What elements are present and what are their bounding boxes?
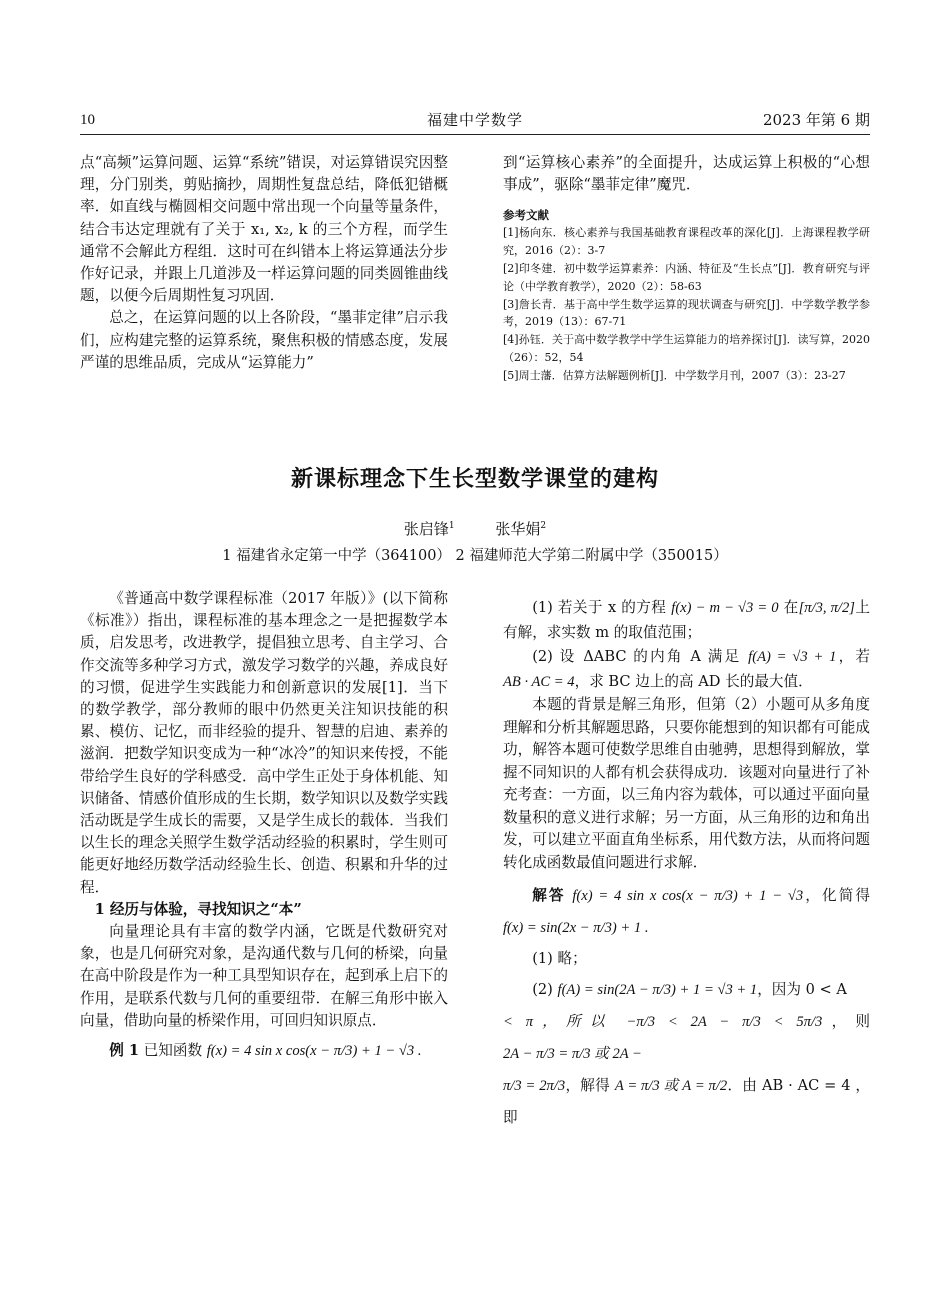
formula: A = π/3 或 A = π/2 bbox=[614, 1078, 728, 1094]
answer-part-2: (2) f(A) = sin(2A − π/3) + 1 = √3 + 1，因为 0 < A bbox=[532, 981, 847, 998]
reference-item: [3]詹长青．基于高中学生数学运算的现状调查与研究[J]．中学数学教学参考，2019（13）：67-71 bbox=[503, 297, 870, 329]
formula: [π/3, π/2] bbox=[798, 600, 855, 616]
prev-article-left-column bbox=[80, 152, 448, 374]
formula: π/3 = 2π/3 bbox=[503, 1078, 566, 1094]
formula: f(A) = √3 + 1 bbox=[748, 649, 837, 665]
analysis-paragraph: 本题的背景是解三角形，但第（2）小题可从多角度理解和分析其解题思路，只要你能想到的知识都有可能成功，解答本题可使数学思维自由驰骋，思想得到解放，掌握不同知识的人都有机会获得成功．该题对向量进行了补充考查：一方面，以三角内容为载体，可以通过平面向量数量积的意义进行求解；另一方面，从三角形的边和角出发，可以建立平面直角坐标系，用代数方法，从而将问题转化成函数最值问题进行求解． bbox=[503, 696, 870, 871]
prev-paragraph: 点“高频”运算问题、运算“系统”错误，对运算错误究因整理，分门别类，剪贴摘抄，周期性复盘总结，降低犯错概率．如直线与椭圆相交问题中常出现一个向量等量条件，结合韦达定理就有了关于 x₁, x₂, k 的三个方程，而学生通常不会解此方程组．这时可在纠错本上将运算通法分步作好记录，并跟上几道涉及一样运算问题的同类圆锥曲线题，以便今后周期性复习巩固． bbox=[80, 154, 448, 305]
answer-part-1: (1) 略； bbox=[532, 950, 587, 967]
example-1: 例 1 已知函数 f(x) = 4 sin x cos(x − π/3) + 1 − √3 . bbox=[109, 1042, 422, 1060]
reference-item: [4]孙钰．关于高中数学教学中学生运算能力的培养探讨[J]．读写算，2020（26）：52，54 bbox=[503, 333, 870, 364]
answer-part-2-cont: < π，所以 −π/3 < 2A − π/3 < 5π/3，则 2A − π/3 = π/3 或 2A − bbox=[503, 1013, 870, 1062]
article-title: 新课标理念下生长型数学课堂的建构 bbox=[290, 467, 659, 492]
reference-item: [5]周士藩．估算方法解题例析[J]．中学数学月刊，2007（3）：23-27 bbox=[503, 368, 846, 382]
issue-label: 2023 年第 6 期 bbox=[762, 111, 870, 129]
answer-paragraph: 解答 f(x) = 4 sin x cos(x − π/3) + 1 − √3，化简得 f(x) = sin(2x − π/3) + 1 . bbox=[503, 887, 870, 936]
author-1: 张启锋$^1$ bbox=[403, 520, 455, 538]
formula: f(x) = sin(2x − π/3) + 1 . bbox=[503, 920, 649, 936]
question-1: (1) 若关于 x 的方程 f(x) − m − √3 = 0 在[π/3, π/2]上有解，求实数 m 的取值范围； bbox=[503, 599, 870, 641]
formula: 2A − π/3 = π/3 或 2A − bbox=[503, 1046, 642, 1062]
article-right-column bbox=[503, 596, 870, 1134]
prev-paragraph: 到“运算核心素养”的全面提升，达成运算上积极的“心想事成”，驱除“墨菲定律”魔咒． bbox=[503, 154, 870, 194]
body-paragraph: 向量理论具有丰富的数学内涵，它既是代数研究对象，也是几何研究对象，是沟通代数与几何的桥梁，向量在高中阶段是作为一种工具型知识存在，起到承上启下的作用，是联系代数与几何的重要纽带．在解三角形中嵌入向量，借助向量的桥梁作用，可回归知识原点． bbox=[80, 923, 448, 1029]
journal-name: 福建中学数学 bbox=[426, 111, 523, 129]
article-authors bbox=[0, 518, 950, 539]
author-2: 张华娟$^2$ bbox=[495, 520, 547, 538]
formula: < π，所以 −π/3 < 2A − π/3 < 5π/3 bbox=[503, 1014, 823, 1030]
answer-part-2-end: π/3 = 2π/3，解得 A = π/3 或 A = π/2．由 AB · AC = 4 ，即 bbox=[503, 1077, 870, 1126]
running-header bbox=[80, 110, 870, 135]
formula: AB · AC = 4 bbox=[503, 673, 575, 690]
reference-item: [2]印冬建．初中数学运算素养：内涵、特征及“生长点”[J]．教育研究与评论（中学教育教学），2020（2）：58-63 bbox=[503, 262, 870, 293]
references-title: 参考文献 bbox=[503, 208, 549, 223]
section-heading: 1 经历与体验，寻找知识之“本” bbox=[94, 900, 302, 918]
article-left-column bbox=[80, 588, 448, 1062]
prev-article-right-column bbox=[503, 152, 870, 385]
page-number: 10 bbox=[80, 112, 95, 128]
question-2: (2) 设 ΔABC 的内角 A 满足 f(A) = √3 + 1，若 AB · AC = 4，求 BC 边上的高 AD 长的最大值． bbox=[503, 648, 870, 690]
intro-paragraph: 《普通高中数学课程标准（2017 年版）》(以下简称《标准》）指出，课程标准的基本理念之一是把握数学本质，启发思考，改进教学，提倡独立思考、自主学习、合作交流等多种学习方式，激发学习数学的兴趣，养成良好的习惯，促进学生实践能力和创新意识的发展[1]．当下的数学教学，部分教师的眼中仍然更关注知识技能的积累、模仿、记忆，而非经验的提升、智慧的启迪、素养的滋润．把数学知识变成为一种“冰冷”的知识来传授，不能带给学生良好的学科感受．高中学生正处于身体机能、知识储备、情感价值形成的生长期，数学知识以及数学实践活动既是学生成长的需要，又是学生成长的载体．当我们以生长的理念关照学生数学活动经验的积累时，学生则可能更好地经历数学活动经验生长、创造、积累和升华的过程． bbox=[80, 590, 448, 896]
prev-paragraph: 总之，在运算问题的以上各阶段，“墨菲定律”启示我们，应构建完整的运算系统，聚焦积极的情感态度，发展严谨的思维品质，完成从“运算能力” bbox=[80, 309, 448, 371]
formula: f(x) = 4 sin x cos(x − π/3) + 1 − √3 . bbox=[206, 1043, 422, 1060]
formula: f(x) = 4 sin x cos(x − π/3) + 1 − √3 bbox=[572, 888, 804, 904]
formula: f(A) = sin(2A − π/3) + 1 = √3 + 1 bbox=[557, 982, 758, 998]
reference-item: [1]杨向东．核心素养与我国基础教育课程改革的深化[J]．上海课程教学研究，2016（2）：3-7 bbox=[503, 226, 870, 258]
references-list bbox=[503, 224, 870, 384]
author-affiliations: 1 福建省永定第一中学（364100） 2 福建师范大学第二附属中学（350015） bbox=[222, 548, 728, 564]
formula: f(x) − m − √3 = 0 bbox=[671, 600, 779, 616]
